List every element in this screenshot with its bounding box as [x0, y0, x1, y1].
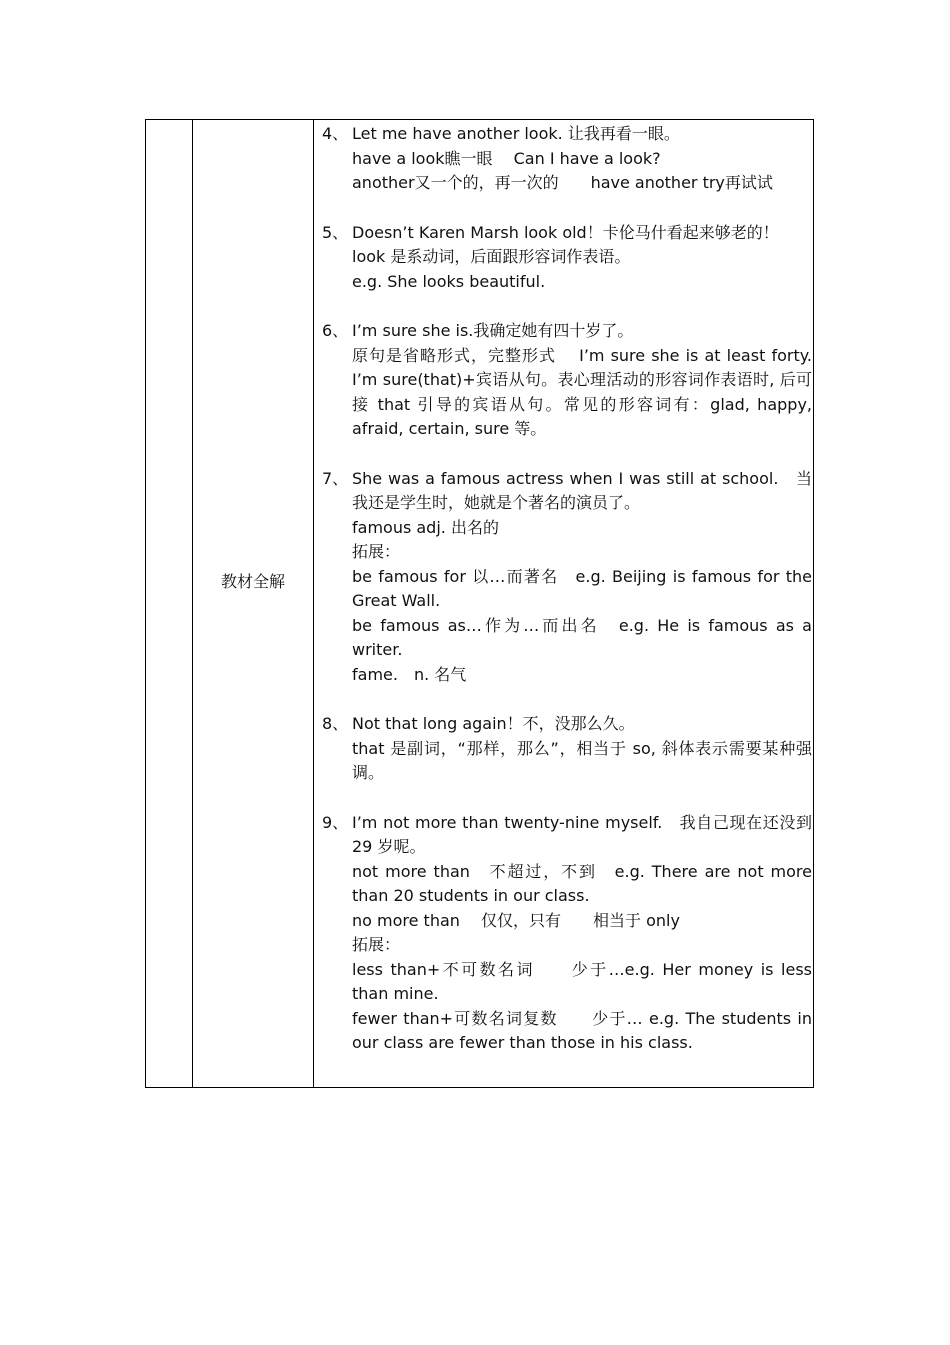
column-divider	[192, 120, 193, 1087]
note-line: be famous for 以…而著名 e.g. Beijing is famous for the Great Wall.	[352, 566, 812, 610]
note-heading	[322, 319, 812, 344]
note-item	[322, 221, 812, 295]
note-line: famous adj. 出名的	[352, 517, 499, 537]
note-number: 4、	[322, 124, 349, 143]
column-divider	[313, 120, 314, 1087]
note-line: that 是副词，“那样，那么”，相当于 so, 斜体表示需要某种强调。	[352, 738, 812, 782]
note-item	[322, 122, 812, 196]
note-line: another又一个的，再一次的 have another try再试试	[352, 173, 773, 192]
notes-content	[322, 122, 812, 1056]
note-item	[322, 811, 812, 1056]
note-heading	[322, 712, 812, 737]
note-line: fame. n. 名气	[352, 664, 467, 684]
note-heading	[322, 221, 812, 246]
note-line: e.g. She looks beautiful.	[352, 271, 546, 291]
notes-table	[145, 119, 814, 1088]
note-line: have a look瞧一眼 Can I have a look?	[352, 148, 661, 168]
note-line: fewer than+可数名词复数 少于… e.g. The students in our class are fewer than those in his class.	[352, 1008, 812, 1052]
note-line: 原句是省略形式，完整形式 I’m sure she is at least forty. I’m sure(that)+宾语从句。表心理活动的形容词作表语时, 后可接 that 引导的宾语从句。常见的形容词有：glad, happy, afraid, certain, sure 等。	[352, 345, 812, 438]
note-number: 5、	[322, 222, 349, 242]
note-number: 6、	[322, 321, 349, 340]
note-heading	[322, 811, 812, 860]
note-item	[322, 467, 812, 688]
note-number: 8、	[322, 714, 349, 733]
note-line: no more than 仅仅，只有 相当于 only	[352, 910, 680, 930]
note-line: less than+不可数名词 少于…e.g. Her money is less than mine.	[352, 959, 812, 1003]
note-item	[322, 319, 812, 442]
note-heading-text: Let me have another look. 让我再看一眼。	[352, 124, 680, 143]
note-line: be famous as…作为…而出名 e.g. He is famous as a writer.	[352, 615, 812, 659]
note-heading-text: I’m sure she is.我确定她有四十岁了。	[352, 321, 634, 340]
note-heading	[322, 467, 812, 516]
note-line: 拓展：	[352, 935, 401, 954]
note-number: 7、	[322, 468, 349, 488]
note-number: 9、	[322, 812, 349, 832]
note-line: not more than 不超过，不到 e.g. There are not more than 20 students in our class.	[352, 861, 812, 905]
note-heading	[322, 122, 812, 147]
note-line: look 是系动词，后面跟形容词作表语。	[352, 247, 631, 266]
note-heading-text: Not that long again！不，没那么久。	[352, 714, 635, 733]
note-heading-text: I’m not more than twenty-nine myself. 我自己现在还没到 29 岁呢。	[352, 812, 812, 856]
note-heading-text: She was a famous actress when I was still at school. 当我还是学生时，她就是个著名的演员了。	[352, 468, 812, 512]
section-label: 教材全解	[220, 572, 285, 591]
note-item	[322, 712, 812, 786]
note-line: 拓展：	[352, 542, 401, 561]
note-heading-text: Doesn’t Karen Marsh look old！卡伦马什看起来够老的！	[352, 222, 779, 242]
